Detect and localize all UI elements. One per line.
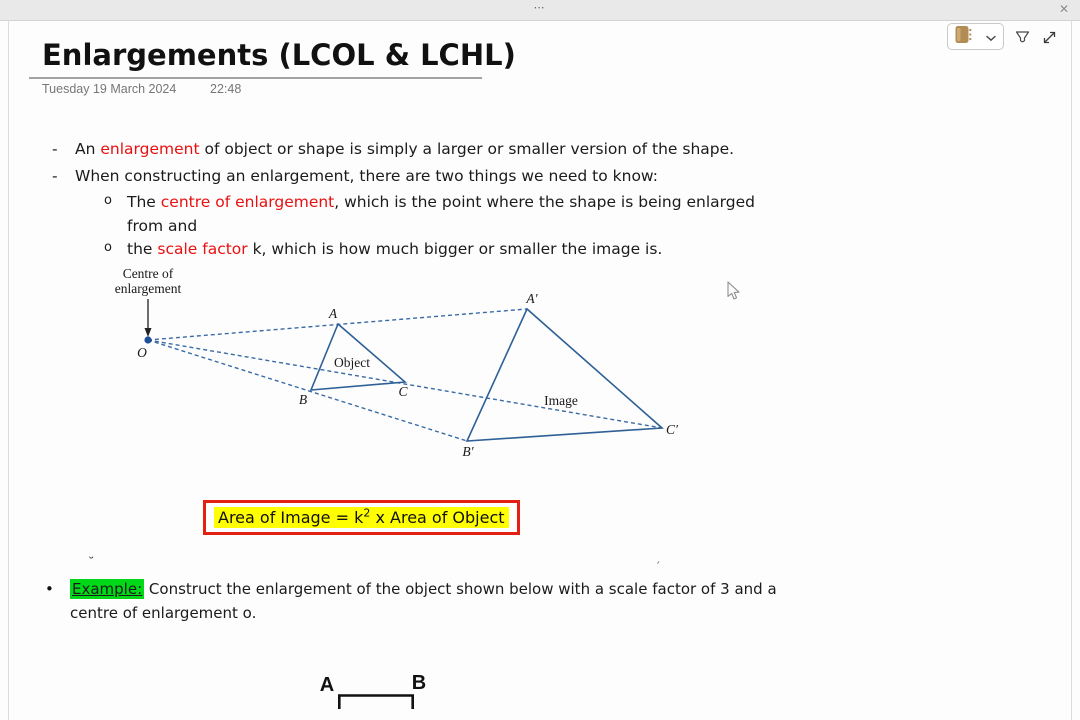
label-A-prime: A′ bbox=[526, 291, 538, 306]
mouse-cursor-icon bbox=[727, 281, 741, 301]
close-icon[interactable]: ✕ bbox=[1058, 2, 1070, 16]
label-image: Image bbox=[544, 393, 578, 408]
enlargement-diagram bbox=[100, 255, 700, 473]
keyword-centre-of-enlargement: centre of enlargement bbox=[160, 193, 335, 211]
construct-label-B: B bbox=[411, 672, 427, 694]
note-text: An bbox=[75, 140, 101, 158]
drag-handle-icon[interactable]: ⋯ bbox=[533, 1, 547, 14]
stray-pen-mark: ˘ bbox=[88, 556, 95, 571]
label-A: A bbox=[328, 306, 338, 321]
label-B: B bbox=[298, 392, 308, 407]
example-paragraph bbox=[70, 578, 810, 625]
page-date: Tuesday 19 March 2024 bbox=[42, 82, 177, 96]
dash-bullet: - bbox=[52, 140, 58, 158]
page-datestamp bbox=[42, 82, 242, 96]
formula-pre: Area of Image = k bbox=[218, 508, 364, 528]
stray-pen-mark: ˊ bbox=[655, 560, 661, 573]
image-triangle bbox=[467, 309, 662, 441]
page-title[interactable]: Enlargements (LCOL & LCHL) bbox=[42, 38, 516, 72]
note-text: , which is the point where the shape is being enlarged from and bbox=[127, 193, 755, 235]
window-titlebar[interactable] bbox=[0, 0, 1080, 21]
dot-bullet: • bbox=[45, 580, 54, 598]
dash-bullet: - bbox=[52, 167, 58, 185]
note-text: The bbox=[127, 193, 161, 211]
circle-bullet: o bbox=[104, 193, 112, 208]
expand-fullscreen-icon[interactable] bbox=[1039, 27, 1059, 47]
area-formula-text bbox=[214, 507, 509, 528]
keyword-scale-factor: scale factor bbox=[157, 240, 248, 258]
note-text: k, which is how much bigger or smaller the image is. bbox=[247, 240, 663, 258]
label-B-prime: B′ bbox=[462, 444, 474, 459]
centre-point bbox=[144, 336, 151, 343]
centre-label-line1: Centre of bbox=[122, 266, 174, 281]
page-time: 22:48 bbox=[210, 82, 242, 96]
label-O: O bbox=[137, 345, 147, 360]
formula-post: x Area of Object bbox=[370, 508, 505, 528]
dashed-rays bbox=[148, 309, 662, 441]
formula-exponent: 2 bbox=[363, 507, 371, 520]
keyword-enlargement: enlargement bbox=[100, 140, 200, 158]
circle-bullet: o bbox=[104, 240, 112, 255]
notebook-icon bbox=[955, 25, 972, 48]
example-text: Construct the enlargement of the object shown below with a scale factor of 3 and a centre of enlargement o. bbox=[70, 580, 777, 622]
construction-figure bbox=[300, 662, 460, 720]
construct-label-A: A bbox=[319, 674, 335, 696]
note-text: of object or shape is simply a larger or smaller version of the shape. bbox=[199, 140, 735, 158]
window-border-left bbox=[8, 21, 9, 720]
chevron-down-icon bbox=[986, 27, 996, 46]
pen-nib-icon[interactable] bbox=[1012, 27, 1032, 47]
area-formula-box bbox=[203, 500, 520, 535]
title-underline bbox=[29, 77, 482, 79]
note-text: When constructing an enlargement, there are two things we need to know: bbox=[75, 167, 658, 185]
label-object: Object bbox=[334, 355, 370, 370]
note-text: the bbox=[127, 240, 158, 258]
centre-label-line2: enlargement bbox=[114, 281, 182, 296]
label-C-prime: C′ bbox=[666, 422, 678, 437]
label-C: C bbox=[398, 384, 408, 399]
notebook-selector-button[interactable] bbox=[947, 23, 1004, 50]
centre-arrowhead bbox=[145, 328, 152, 337]
example-label: Example: bbox=[72, 580, 143, 598]
window-border-right bbox=[1071, 21, 1072, 720]
